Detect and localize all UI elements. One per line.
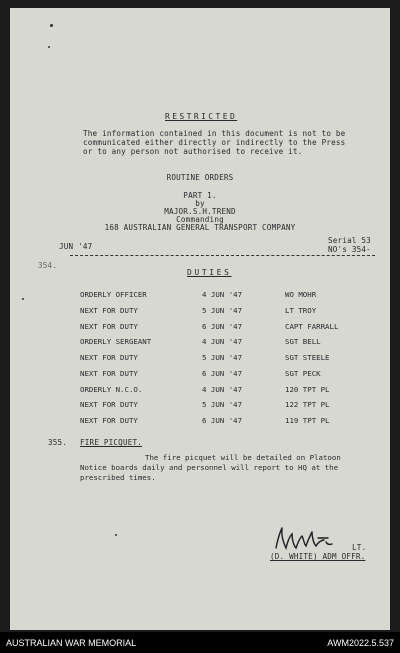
- table-row: [80, 337, 380, 347]
- duty-role: NEXT FOR DUTY: [80, 353, 138, 362]
- duty-date: 5 JUN '47: [202, 353, 243, 362]
- fire-picquet-text: prescribed times.: [80, 473, 156, 482]
- fire-picquet-heading: FIRE PICQUET.: [80, 438, 143, 447]
- signatory-rank: LT.: [352, 543, 367, 552]
- duty-role: ORDERLY N.C.O.: [80, 385, 143, 394]
- duty-name: 120 TPT PL: [285, 385, 330, 394]
- duty-role: NEXT FOR DUTY: [80, 306, 138, 315]
- table-row: [80, 385, 380, 395]
- duty-date: 6 JUN '47: [202, 369, 243, 378]
- table-row: [80, 290, 380, 300]
- unit-name: 168 AUSTRALIAN GENERAL TRANSPORT COMPANY: [104, 223, 296, 232]
- duty-name: SGT BELL: [285, 337, 321, 346]
- duty-role: ORDERLY OFFICER: [80, 290, 147, 299]
- document-page: [10, 8, 390, 630]
- section-number: 354.: [38, 261, 58, 270]
- duty-name: LT TROY: [285, 306, 317, 315]
- section-divider: [70, 255, 375, 256]
- commanding-label: Commanding: [176, 215, 224, 224]
- duty-role: NEXT FOR DUTY: [80, 400, 138, 409]
- fire-picquet-text: Notice boards daily and personnel will report to HQ at the: [80, 463, 339, 472]
- document-title: ROUTINE ORDERS: [166, 173, 234, 182]
- duty-name: SGT STEELE: [285, 353, 330, 362]
- table-row: [80, 400, 380, 410]
- by-label: by: [195, 199, 205, 208]
- duty-name: WO MOHR: [285, 290, 317, 299]
- duty-role: ORDERLY SERGEANT: [80, 337, 152, 346]
- table-row: [80, 322, 380, 332]
- duty-date: 5 JUN '47: [202, 400, 243, 409]
- order-numbers: NO's 354-: [328, 245, 371, 254]
- duty-date: 4 JUN '47: [202, 290, 243, 299]
- handwritten-signature: [272, 526, 334, 552]
- duty-date: 6 JUN '47: [202, 416, 243, 425]
- duty-date: 5 JUN '47: [202, 306, 243, 315]
- duty-role: NEXT FOR DUTY: [80, 369, 138, 378]
- table-row: [80, 306, 380, 316]
- signatory-name: (D. WHITE) ADM OFFR.: [270, 552, 366, 561]
- duty-name: 122 TPT PL: [285, 400, 330, 409]
- archive-name: AUSTRALIAN WAR MEMORIAL: [6, 638, 137, 648]
- archive-reference: AWM2022.5.537: [327, 638, 394, 648]
- officer-name: MAJOR.S.H.TREND: [164, 207, 236, 216]
- table-row: [80, 369, 380, 379]
- duty-name: CAPT FARRALL: [285, 322, 339, 331]
- restricted-heading: RESTRICTED: [165, 112, 238, 121]
- duty-name: SGT PECK: [285, 369, 321, 378]
- duty-role: NEXT FOR DUTY: [80, 322, 138, 331]
- duty-role: NEXT FOR DUTY: [80, 416, 138, 425]
- serial-number: Serial 53: [328, 236, 371, 245]
- ink-mark: [115, 534, 117, 536]
- ink-mark: [50, 24, 53, 27]
- part-label: PART 1.: [183, 191, 217, 200]
- duty-date: 4 JUN '47: [202, 337, 243, 346]
- notice-line: communicated either directly or indirectly to the Press: [83, 138, 346, 147]
- notice-line: The information contained in this document is not to be: [83, 129, 346, 138]
- archive-caption-bar: [0, 632, 400, 653]
- table-row: [80, 416, 380, 426]
- order-date: JUN '47: [59, 242, 93, 251]
- duty-name: 119 TPT PL: [285, 416, 330, 425]
- fire-picquet-text: The fire picquet will be detailed on Platoon: [145, 453, 341, 462]
- ink-mark: [48, 46, 50, 48]
- ink-mark: [22, 298, 24, 300]
- section-number: 355.: [48, 438, 68, 447]
- duty-date: 4 JUN '47: [202, 385, 243, 394]
- duty-date: 6 JUN '47: [202, 322, 243, 331]
- duties-heading: DUTIES: [187, 268, 232, 277]
- notice-line: or to any person not authorised to receive it.: [83, 147, 303, 156]
- table-row: [80, 353, 380, 363]
